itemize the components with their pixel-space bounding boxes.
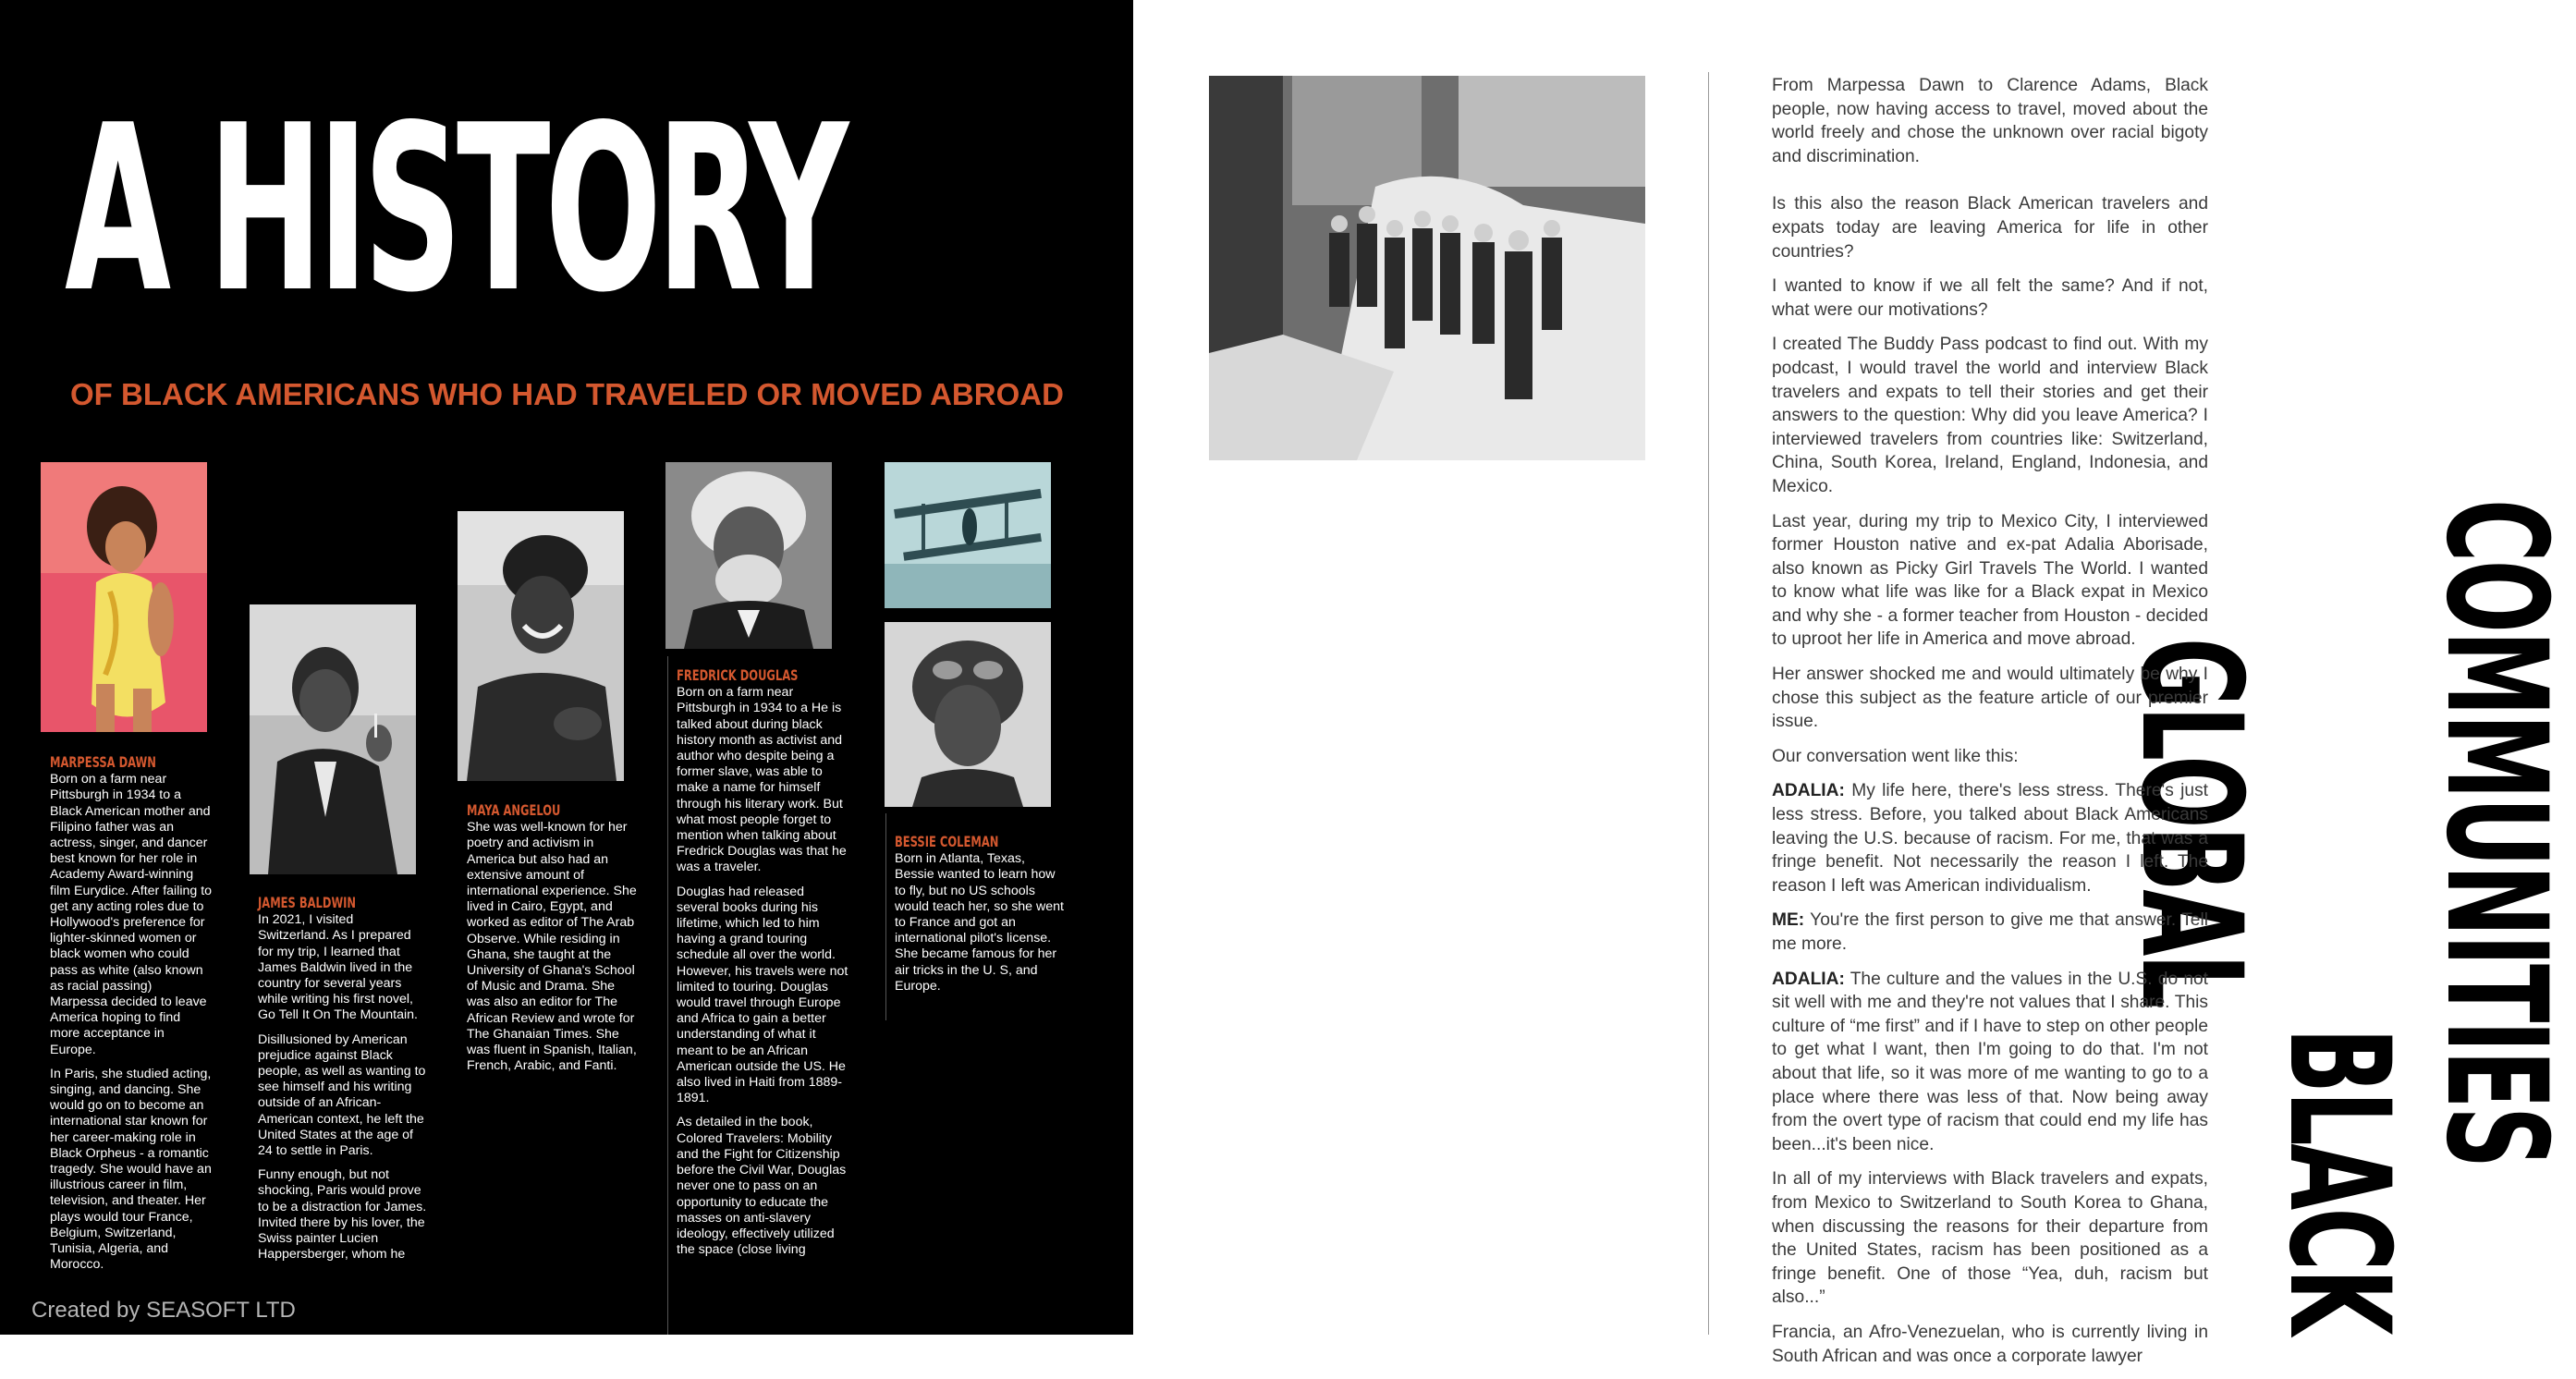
bio-paragraph: Funny enough, but not shocking, Paris would prove to be a distraction for James. Invited there by his lover, the Swiss painter Lucien Happersberger, whom he xyxy=(258,1167,427,1263)
speaker-label: ADALIA: xyxy=(1772,969,1845,989)
column-divider xyxy=(667,656,668,1335)
article-body xyxy=(1772,74,2208,1379)
article-paragraph: I created The Buddy Pass podcast to find out. With my podcast, I would travel the world and interview Black travelers and expats to tell their stories and get their answers to the question: Why did you leave America? I interviewed travelers from countries like: Switzerland, China, South Korea, Ireland, England, Indonesia, and Mexico. xyxy=(1772,335,2208,496)
article-paragraph xyxy=(1772,909,2208,956)
article-paragraph: Francia, an Afro-Venezuelan, who is currently living in South African and was once a corporate lawyer xyxy=(1772,1322,2208,1366)
bio-name: FREDRICK DOUGLAS xyxy=(677,666,799,684)
page-title: A HISTORY xyxy=(65,77,844,343)
photo-maya-angelou xyxy=(458,511,624,781)
photo-bessie-coleman xyxy=(885,622,1051,807)
headline-word-communities: COMMUNITIES xyxy=(2415,499,2576,1166)
right-page xyxy=(1133,0,2576,1366)
bio-paragraph: Born in Atlanta, Texas, Bessie wanted to learn how to fly, but no US schools would teach her, so she went to France and got an international pilot's license. She became famous for her air tricks in the U. S, and Europe. xyxy=(895,851,1064,994)
photo-james-baldwin xyxy=(250,604,416,874)
bio-paragraph: Douglas had released several books during his lifetime, which led to him having a grand touring schedule all over the world. However, his travels were not limited to touring. Douglas would travel through Europe and Africa to gain a better understanding of what it meant to be an African American outside the US. He also lived in Haiti from 1889-1891. xyxy=(677,884,848,1106)
bio-bessie-coleman xyxy=(895,834,1067,1003)
photo-snow-street-group xyxy=(1209,76,1645,460)
article-paragraph: Is this also the reason Black American travelers and expats today are leaving America for life in other countries? xyxy=(1772,194,2208,262)
column-divider xyxy=(885,813,886,1020)
speaker-text: You're the first person to give me that answer. Tell me more. xyxy=(1772,910,2208,954)
article-paragraph xyxy=(1772,968,2208,1157)
article-paragraph: Our conversation went like this: xyxy=(1772,746,2019,766)
column-rule xyxy=(1708,72,1709,1335)
headline-word-black: BLACK xyxy=(2258,1028,2419,1334)
bio-name: MARPESSA DAWN xyxy=(50,753,156,771)
photo-marpessa-dawn xyxy=(41,462,207,732)
bio-paragraph: Born on a farm near Pittsburgh in 1934 to a He is talked about during black history month as activist and author who despite being a former slave, was able to make a name for himself through his literary work. But what most people forget to mention when talking about Fredrick Douglas was that he was a traveler. xyxy=(677,685,847,875)
bio-paragraph: She was well-known for her poetry and activism in America but also had an extensive amount of international experience. She lived in Cairo, Egypt, and worked as editor of The Arab Observe. While residing in Ghana, she taught at the University of Ghana's School of Music and Drama. She was also an editor for The African Review and wrote for The Ghanaian Times. She was fluent in Spanish, Italian, French, Arabic, and Fanti. xyxy=(467,820,637,1074)
bio-fredrick-douglas xyxy=(677,667,848,1266)
bio-maya-angelou xyxy=(467,802,639,1082)
speaker-label: ME: xyxy=(1772,910,1805,931)
page-subtitle: OF BLACK AMERICANS WHO HAD TRAVELED OR MOVED ABROAD xyxy=(70,377,1064,411)
bio-name: JAMES BALDWIN xyxy=(258,894,357,911)
article-paragraph: In all of my interviews with Black travelers and expats, from Mexico to Switzerland to South Korea to Ghana, when discussing the reasons for their departure from the United States, racism has been positioned as a fringe benefit. One of those “Yea, duh, racism but also...” xyxy=(1772,1169,2208,1308)
speaker-text: My life here, there's less stress. There's just less stress. Before, you talked about Black Americans leaving the U.S. because of racism. For me, that was a fringe benefit. Not necessarily the reason I left. The reason I left was American individualism. xyxy=(1772,781,2208,896)
headline-word-global: GLOBAL xyxy=(2110,638,2271,1007)
article-paragraph: Last year, during my trip to Mexico City, I interviewed former Houston native and ex-pat Adalia Aborisade, also known as Picky Girl Travels The World. I wanted to know what life was like for a Black expat in Mexico and why she - a former teacher from Houston - decided to uproot her life in America and move abroad. xyxy=(1772,511,2208,650)
bio-paragraph: In Paris, she studied acting, singing, and dancing. She would go on to become an international star known for her career-making role in Black Orpheus - a romantic tragedy. She would have an illustrious career in film, television, and theater. Her plays would tour France, Belgium, Switzerland, Tunisia, Algeria, and Morocco. xyxy=(50,1066,212,1273)
article-paragraph: I wanted to know if we all felt the same? And if not, what were our motivations? xyxy=(1772,276,2208,320)
bio-james-baldwin xyxy=(258,895,428,1271)
left-page xyxy=(0,0,1133,1335)
bio-marpessa-dawn xyxy=(50,754,213,1282)
bio-paragraph: As detailed in the book, Colored Travelers: Mobility and the Fight for Citizenship before the Civil War, Douglas never one to pass on an opportunity to educate the masses on anti-slavery ideology, effectively utilized the space (close living xyxy=(677,1115,847,1258)
article-paragraph xyxy=(1772,779,2208,897)
photo-fredrick-douglas xyxy=(665,462,832,649)
photo-biplane xyxy=(885,462,1051,608)
bio-paragraph: Born on a farm near Pittsburgh in 1934 to a Black American mother and Filipino father was an actress, singer, and dancer best known for her role in Academy Award-winning film Eurydice. After failing to get any acting roles due to Hollywood's preference for lighter-skinned women or black women who could pass as white (also known as racial passing) Marpessa decided to leave America hoping to find more acceptance in Europe. xyxy=(50,772,213,1057)
bio-name: BESSIE COLEMAN xyxy=(895,833,999,850)
speaker-text: The culture and the values in the U.S. do not sit well with me and they're not values that I share. This culture of “me first” and if I have to step on other people to get what I want, then I'm going to do that. I'm not about that life, so it was more of me wanting to go to a place where there was less of that. Now being away from the overt type of racism that could end my life has been...it's been nice. xyxy=(1772,969,2208,1154)
credit-watermark: Created by SEASOFT LTD xyxy=(31,1298,296,1323)
bio-name: MAYA ANGELOU xyxy=(467,801,561,819)
bio-paragraph: Disillusioned by American prejudice against Black people, as well as wanting to see himself and his writing outside of an African-American context, he left the United States at the age of 24 to settle in Paris. xyxy=(258,1031,426,1159)
speaker-label: ADALIA: xyxy=(1772,781,1845,801)
article-paragraph: Her answer shocked me and would ultimately be why I chose this subject as the feature article of our premier issue. xyxy=(1772,665,2208,732)
bio-paragraph: In 2021, I visited Switzerland. As I prepared for my trip, I learned that James Baldwin lived in the country for several years while writing his first novel, Go Tell It On The Mountain. xyxy=(258,912,418,1023)
article-paragraph: From Marpessa Dawn to Clarence Adams, Black people, now having access to travel, moved about the world freely and chose the unknown over racial bigoty and discrimination. xyxy=(1772,76,2208,166)
